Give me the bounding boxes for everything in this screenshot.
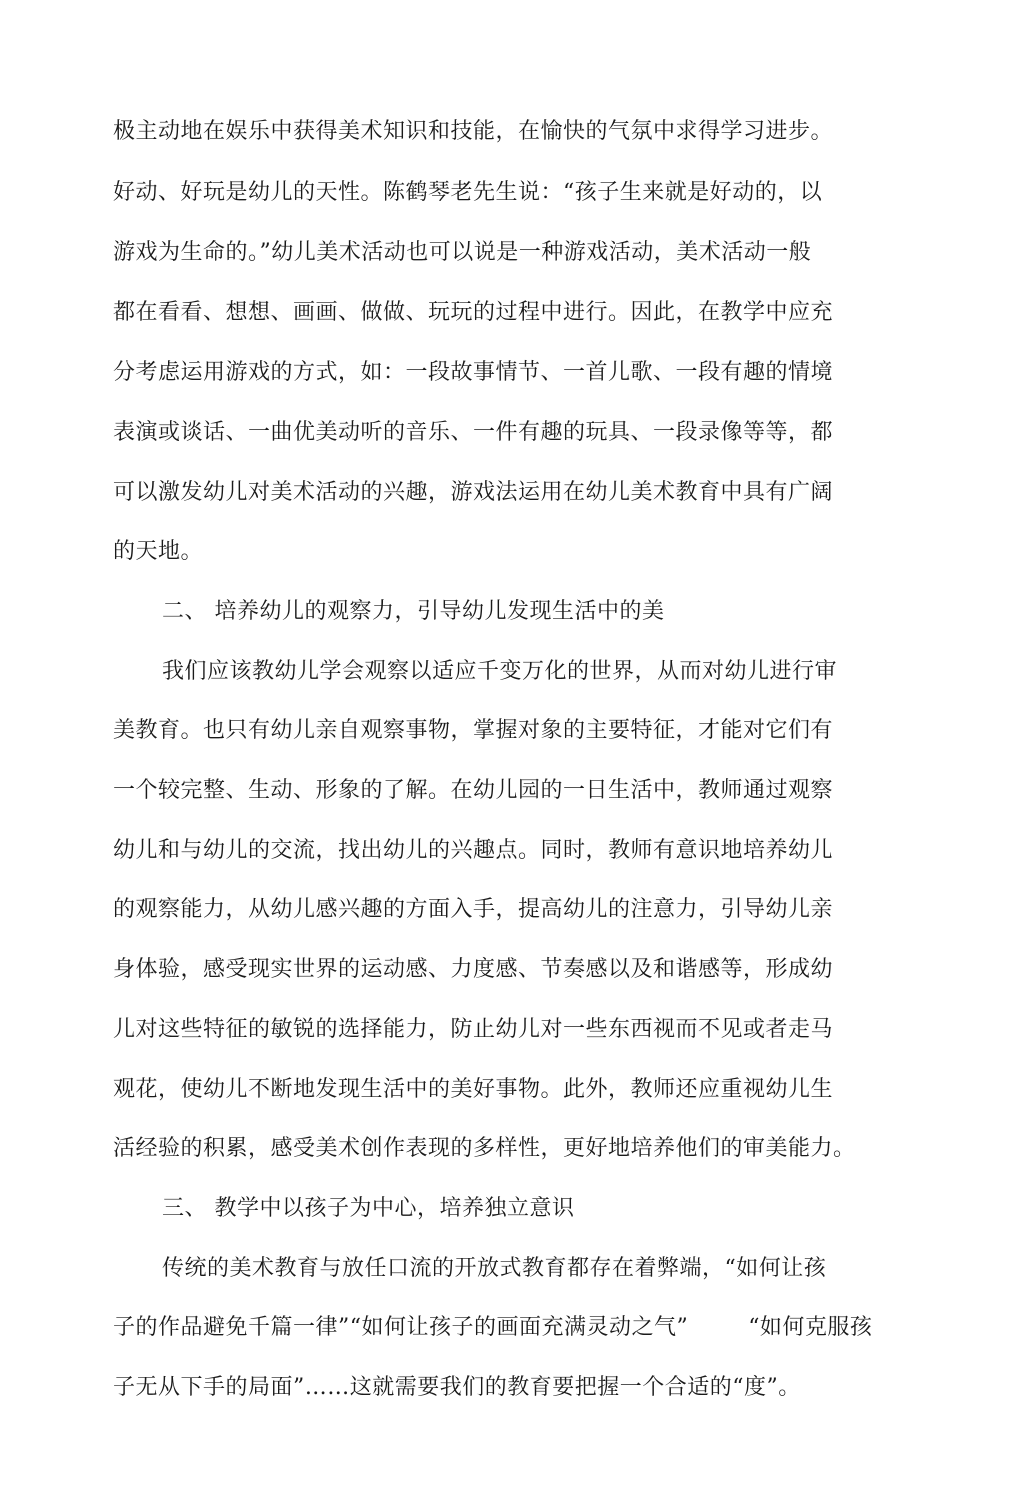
text-line: 身体验，感受现实世界的运动感、力度感、节奏感以及和谐感等，形成幼: [113, 957, 834, 982]
text-line: 好动、好玩是幼儿的天性。陈鹤琴老先生说：“孩子生来就是好动的，以: [113, 180, 823, 205]
text-line: 游戏为生命的。”幼儿美术活动也可以说是一种游戏活动，美术活动一般: [113, 240, 812, 265]
text-line: 幼儿和与幼儿的交流，找出幼儿的兴趣点。同时，教师有意识地培养幼儿: [113, 838, 834, 863]
paragraph-first-line: 我们应该教幼儿学会观察以适应千变万化的世界，从而对幼儿进行审: [162, 659, 838, 684]
text-line: 子的作品避免千篇一律”“如何让孩子的画面充满灵动之气” “如何克服孩: [113, 1315, 873, 1340]
text-line: 活经验的积累，感受美术创作表现的多样性，更好地培养他们的审美能力。: [113, 1136, 856, 1161]
text-line: 观花，使幼儿不断地发现生活中的美好事物。此外，教师还应重视幼儿生: [113, 1077, 834, 1102]
text-line: 分考虑运用游戏的方式，如：一段故事情节、一首儿歌、一段有趣的情境: [113, 360, 834, 385]
section-heading: 三、 教学中以孩子为中心，培养独立意识: [162, 1196, 575, 1221]
paragraph-first-line: 传统的美术教育与放任口流的开放式教育都存在着弊端，“如何让孩: [162, 1256, 827, 1281]
text-line: 表演或谈话、一曲优美动听的音乐、一件有趣的玩具、一段录像等等，都: [113, 420, 834, 445]
text-line: 可以激发幼儿对美术活动的兴趣，游戏法运用在幼儿美术教育中具有广阔: [113, 480, 834, 505]
text-line: 的天地。: [113, 539, 204, 564]
text-line: 一个较完整、生动、形象的了解。在幼儿园的一日生活中，教师通过观察: [113, 778, 834, 803]
section-heading: 二、 培养幼儿的观察力，引导幼儿发现生活中的美: [162, 599, 665, 624]
text-line: 儿对这些特征的敏锐的选择能力，防止幼儿对一些东西视而不见或者走马: [113, 1017, 834, 1042]
text-line: 都在看看、想想、画画、做做、玩玩的过程中进行。因此，在教学中应充: [113, 300, 834, 325]
text-line: 极主动地在娱乐中获得美术知识和技能，在愉快的气氛中求得学习进步。: [113, 119, 834, 144]
text-line: 子无从下手的局面”……这就需要我们的教育要把握一个合适的“度”。: [113, 1375, 801, 1400]
text-line: 美教育。也只有幼儿亲自观察事物，掌握对象的主要特征，才能对它们有: [113, 718, 834, 743]
text-line: 的观察能力，从幼儿感兴趣的方面入手，提高幼儿的注意力，引导幼儿亲: [113, 897, 834, 922]
